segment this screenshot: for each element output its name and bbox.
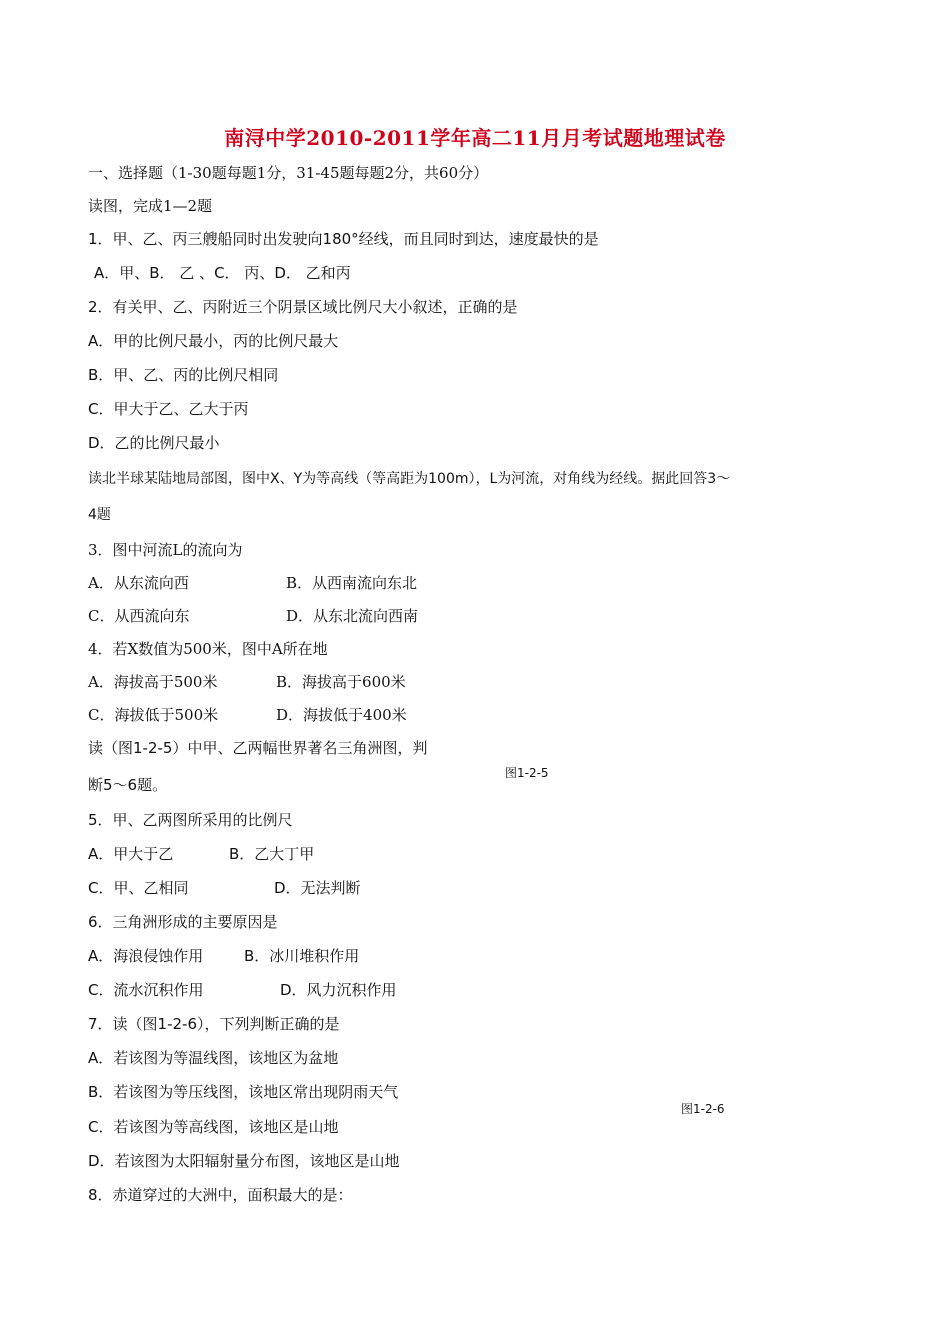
q6-option-d: D．风力沉积作用 [280,981,397,999]
section-heading: 一、选择题（1-30题每题1分，31-45题每题2分，共60分） [88,164,489,182]
q5-option-d: D．无法判断 [274,879,361,897]
q7-option-d: D．若该图为太阳辐射量分布图，该地区是山地 [88,1152,400,1170]
q7-stem: 7．读（图1-2-6），下列判断正确的是 [88,1015,340,1033]
q2-option-d: D．乙的比例尺最小 [88,434,220,452]
intro-q5-6-line2: 断5～6题。 [88,776,168,794]
q1-options: A．甲、B． 乙 、C． 丙、D． 乙和丙 [94,264,351,282]
q4-option-b: B．海拔高于600米 [276,673,406,691]
q3-option-c: C．从西流向东 [88,607,190,625]
q4-option-a: A．海拔高于500米 [88,673,218,691]
q4-option-c: C．海拔低于500米 [88,706,219,724]
q6-option-c: C．流水沉积作用 [88,981,204,999]
q3-stem: 3．图中河流L的流向为 [88,541,243,559]
q6-stem: 6．三角洲形成的主要原因是 [88,913,278,931]
q7-option-a: A．若该图为等温线图，该地区为盆地 [88,1049,339,1067]
q8-stem: 8．赤道穿过的大洲中，面积最大的是： [88,1186,353,1204]
q3-option-b: B．从西南流向东北 [286,574,418,592]
q6-option-b: B．冰川堆积作用 [244,947,360,965]
intro-q5-6-line1: 读（图1-2-5）中甲、乙两幅世界著名三角洲图，判 [88,739,428,757]
q5-stem: 5．甲、乙两图所采用的比例尺 [88,811,293,829]
q2-option-c: C．甲大于乙、乙大于丙 [88,400,249,418]
intro-q3-4-line1: 读北半球某陆地局部图，图中X、Y为等高线（等高距为100m），L为河流，对角线为经线。据此回答3～ [88,471,731,487]
q1-stem: 1．甲、乙、丙三艘船同时出发驶向180°经线，而且同时到达，速度最快的是 [88,230,599,248]
q2-option-a: A．甲的比例尺最小，丙的比例尺最大 [88,332,339,350]
intro-q3-4-line2: 4题 [88,507,111,523]
q7-option-c: C．若该图为等高线图，该地区是山地 [88,1118,339,1136]
q5-option-c: C．甲、乙相同 [88,879,189,897]
page-title: 南浔中学2010-2011学年高二11月月考试题地理试卷 [224,126,726,150]
q6-option-a: A．海浪侵蚀作用 [88,947,204,965]
intro-q1-2: 读图，完成1—2题 [88,197,213,215]
q3-option-d: D．从东北流向西南 [286,607,419,625]
q5-option-b: B．乙大丁甲 [229,845,315,863]
q7-option-b: B．若该图为等压线图，该地区常出现阴雨天气 [88,1083,399,1101]
q2-stem: 2．有关甲、乙、丙附近三个阴景区域比例尺大小叙述，正确的是 [88,298,518,316]
q3-option-a: A．从东流向西 [88,574,189,592]
figure-caption-1-2-6: 图1-2-6 [681,1102,725,1116]
q4-stem: 4．若X数值为500米，图中A所在地 [88,640,328,658]
q2-option-b: B．甲、乙、丙的比例尺相同 [88,366,279,384]
q5-option-a: A．甲大于乙 [88,845,174,863]
q4-option-d: D．海拔低于400米 [276,706,407,724]
figure-caption-1-2-5: 图1-2-5 [505,766,549,780]
